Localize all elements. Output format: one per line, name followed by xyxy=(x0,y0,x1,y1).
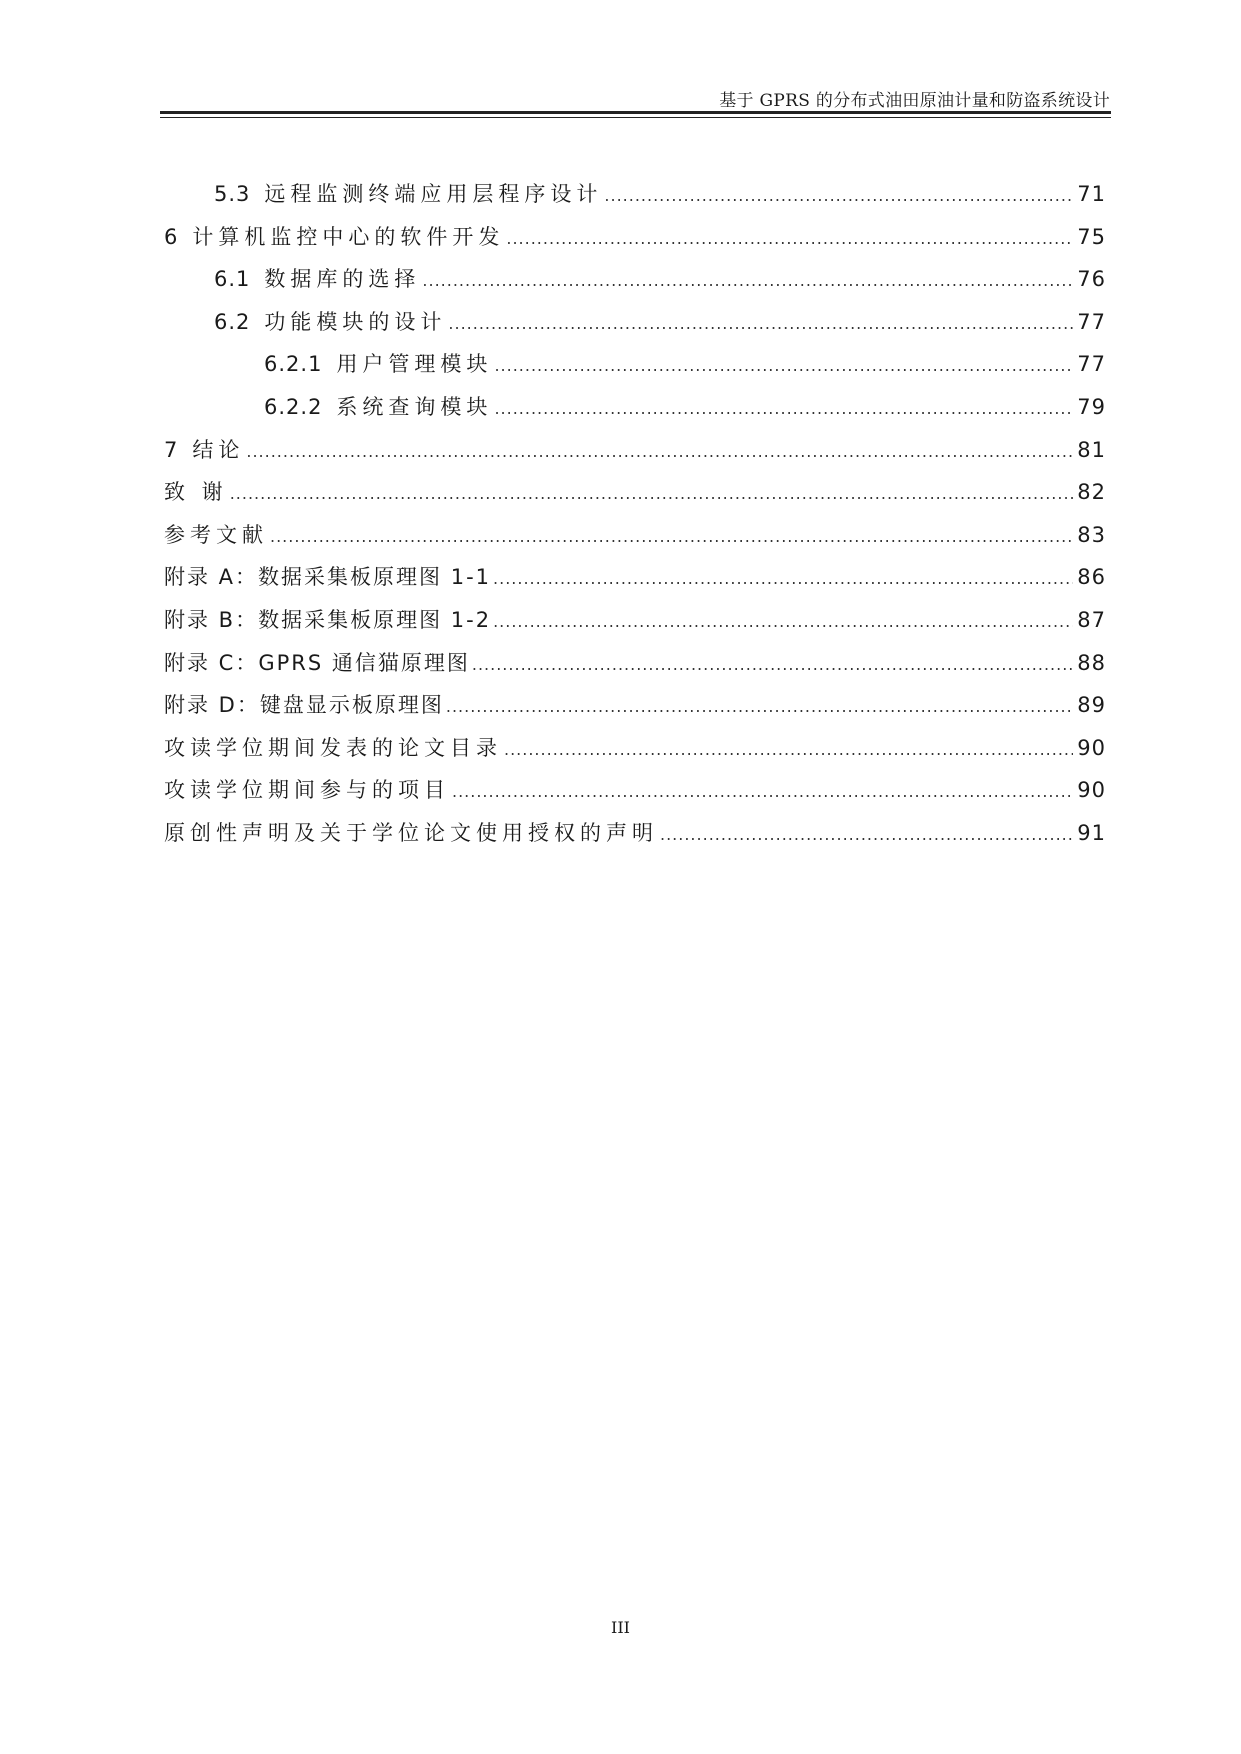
toc-entry-number: 5.3 xyxy=(214,182,251,206)
toc-entry-label: 系统查询模块 xyxy=(336,394,493,419)
dot-leader xyxy=(270,527,1073,546)
toc-entry-number: 6.2 xyxy=(214,309,251,334)
toc-entry[interactable] xyxy=(164,221,1106,264)
toc-entry-number: 6.2.2 xyxy=(264,394,323,419)
toc-entry[interactable] xyxy=(164,178,1106,221)
toc-entry[interactable] xyxy=(164,774,1106,817)
toc-entry-page: 83 xyxy=(1077,522,1106,547)
toc-entry-label: 数据库的选择 xyxy=(264,267,421,292)
dot-leader xyxy=(452,782,1073,801)
toc-entry-page: 87 xyxy=(1077,607,1106,632)
toc-entry-page: 89 xyxy=(1077,693,1106,718)
dot-leader xyxy=(422,271,1073,290)
toc-entry-label: 附录 B：数据采集板原理图 1-2 xyxy=(164,607,492,632)
toc-entry-page: 75 xyxy=(1077,224,1106,249)
toc-entry[interactable] xyxy=(164,263,1106,306)
dot-leader xyxy=(446,697,1073,716)
dot-leader xyxy=(246,442,1073,461)
table-of-contents xyxy=(164,178,1106,860)
toc-entry-label: 附录 D：键盘显示板原理图 xyxy=(164,693,444,718)
header-rule-thick xyxy=(160,111,1111,114)
toc-entry[interactable] xyxy=(164,306,1106,349)
toc-entry[interactable] xyxy=(164,348,1106,391)
toc-entry-label: 功能模块的设计 xyxy=(264,309,447,334)
header-rule-thin xyxy=(160,117,1111,118)
dot-leader xyxy=(494,356,1073,375)
toc-entry[interactable] xyxy=(164,647,1106,690)
toc-entry-page: 90 xyxy=(1077,735,1106,760)
dot-leader xyxy=(494,399,1073,418)
toc-entry-label: 原创性声明及关于学位论文使用授权的声明 xyxy=(164,820,658,845)
toc-entry[interactable] xyxy=(164,604,1106,647)
page-number: III xyxy=(611,1618,630,1637)
toc-entry-page: 77 xyxy=(1077,309,1106,334)
running-title: 基于 GPRS 的分布式油田原油计量和防盗系统设计 xyxy=(719,91,1110,111)
dot-leader xyxy=(504,740,1073,759)
toc-entry-number: 7 xyxy=(164,437,179,462)
toc-entry[interactable] xyxy=(164,476,1106,519)
toc-entry-page: 86 xyxy=(1077,565,1106,590)
toc-entry-label: 远程监测终端应用层程序设计 xyxy=(264,182,603,206)
toc-entry-number: 6.2.1 xyxy=(264,352,323,377)
toc-entry[interactable] xyxy=(164,732,1106,775)
dot-leader xyxy=(506,229,1073,248)
toc-entry-label: 结论 xyxy=(192,437,245,462)
toc-entry-label: 致 谢 xyxy=(164,480,228,505)
dot-leader xyxy=(604,186,1073,205)
toc-entry[interactable] xyxy=(164,817,1106,860)
toc-entry[interactable] xyxy=(164,519,1106,562)
toc-entry-label: 参考文献 xyxy=(164,522,268,547)
toc-entry-label: 附录 C：GPRS 通信猫原理图 xyxy=(164,650,470,675)
toc-entry-page: 90 xyxy=(1077,778,1106,803)
dot-leader xyxy=(448,314,1073,333)
toc-entry-page: 77 xyxy=(1077,352,1106,377)
dot-leader xyxy=(472,655,1073,674)
toc-entry-page: 71 xyxy=(1077,182,1106,206)
toc-entry[interactable] xyxy=(164,561,1106,604)
toc-entry-label: 攻读学位期间发表的论文目录 xyxy=(164,735,502,760)
toc-entry-page: 81 xyxy=(1077,437,1106,462)
toc-entry-number: 6 xyxy=(164,224,179,249)
dot-leader xyxy=(230,484,1074,503)
dot-leader xyxy=(493,569,1073,588)
toc-entry[interactable] xyxy=(164,391,1106,434)
dot-leader xyxy=(660,825,1073,844)
toc-entry-label: 计算机监控中心的软件开发 xyxy=(192,224,505,249)
toc-entry[interactable] xyxy=(164,434,1106,477)
toc-entry-label: 附录 A：数据采集板原理图 1-1 xyxy=(164,565,492,590)
toc-entry-label: 用户管理模块 xyxy=(336,352,493,377)
toc-entry-page: 76 xyxy=(1077,267,1106,292)
dot-leader xyxy=(493,612,1073,631)
toc-entry-page: 79 xyxy=(1077,394,1106,419)
toc-entry-label: 攻读学位期间参与的项目 xyxy=(164,778,450,803)
toc-entry-page: 88 xyxy=(1077,650,1106,675)
toc-entry-number: 6.1 xyxy=(214,267,251,292)
toc-entry-page: 82 xyxy=(1077,480,1106,505)
toc-entry[interactable] xyxy=(164,689,1106,732)
toc-entry-page: 91 xyxy=(1077,820,1106,845)
